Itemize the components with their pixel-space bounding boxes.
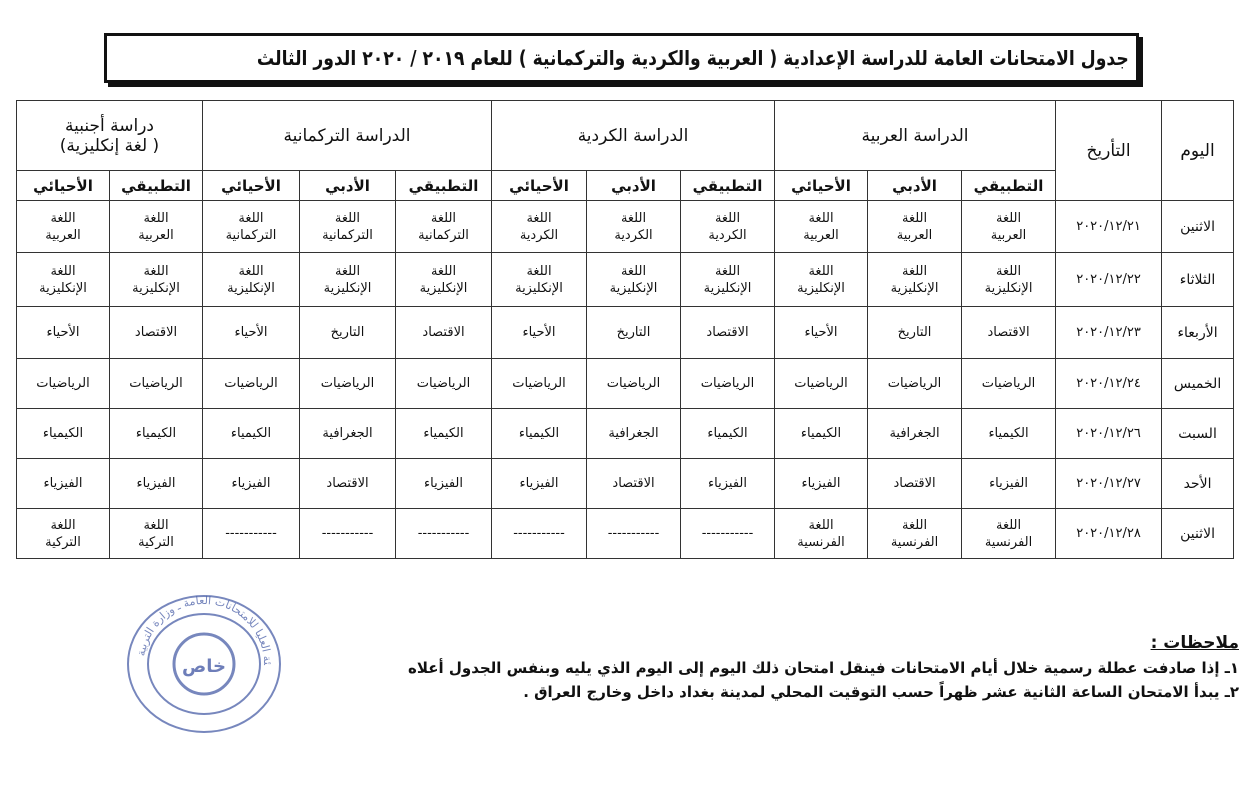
date-cell: ٢٠٢٠/١٢/٢٣ <box>1056 307 1162 359</box>
table-row <box>17 201 1234 253</box>
subject-cell: ----------- <box>492 509 587 559</box>
subject-cell: اللغة الإنكليزية <box>396 253 492 307</box>
subject-cell: اللغة التركمانية <box>203 201 300 253</box>
subheader-3-0: التطبيقي <box>110 171 203 201</box>
note-line-2: ٢ـ يبدأ الامتحان الساعة الثانية عشر ظهراً حسب التوقيت المحلي لمدينة بغداد داخل وخارج العراق . <box>523 683 1239 701</box>
subject-cell: الأحياء <box>17 307 110 359</box>
subject-cell: اللغة الإنكليزية <box>17 253 110 307</box>
date-cell: ٢٠٢٠/١٢/٢٨ <box>1056 509 1162 559</box>
subheader-3-1: الأحيائي <box>17 171 110 201</box>
subject-cell: الفيزياء <box>775 459 868 509</box>
subject-cell: اللغة التركمانية <box>396 201 492 253</box>
date-cell: ٢٠٢٠/١٢/٢٢ <box>1056 253 1162 307</box>
subject-cell: الكيمياء <box>492 409 587 459</box>
subject-cell: الاقتصاد <box>681 307 775 359</box>
subject-cell: الاقتصاد <box>962 307 1056 359</box>
header-arabic-study: الدراسة العربية <box>775 101 1056 171</box>
exam-schedule-table <box>16 100 1234 559</box>
subject-cell: اللغة التركية <box>110 509 203 559</box>
subject-cell: الفيزياء <box>203 459 300 509</box>
subject-cell: اللغة الفرنسية <box>962 509 1056 559</box>
subject-cell: الأحياء <box>203 307 300 359</box>
subheader-1-1: الأدبي <box>587 171 681 201</box>
subject-cell: اللغة الإنكليزية <box>203 253 300 307</box>
subject-cell: الجغرافية <box>587 409 681 459</box>
subject-cell: اللغة العربية <box>868 201 962 253</box>
table-row <box>17 307 1234 359</box>
subject-cell: الرياضيات <box>110 359 203 409</box>
subject-cell: الرياضيات <box>203 359 300 409</box>
subject-cell: اللغة العربية <box>775 201 868 253</box>
subject-cell: الأحياء <box>775 307 868 359</box>
subject-cell: الكيمياء <box>203 409 300 459</box>
subject-cell: اللغة الكردية <box>492 201 587 253</box>
subject-cell: الفيزياء <box>962 459 1056 509</box>
subject-cell: الاقتصاد <box>300 459 396 509</box>
subject-cell: اللغة الإنكليزية <box>775 253 868 307</box>
notes-heading: ملاحظات : <box>1150 633 1239 653</box>
subject-cell: ----------- <box>300 509 396 559</box>
subject-cell: الكيمياء <box>775 409 868 459</box>
subject-cell: اللغة الكردية <box>681 201 775 253</box>
subject-cell: الفيزياء <box>681 459 775 509</box>
page-title: جدول الامتحانات العامة للدراسة الإعدادية ( العربية والكردية والتركمانية ) للعام ٢٠١٩ / ٢٠٢٠ الدور الثالث <box>256 46 1129 70</box>
subject-cell: الفيزياء <box>396 459 492 509</box>
subject-cell: اللغة الإنكليزية <box>110 253 203 307</box>
date-cell: ٢٠٢٠/١٢/٢١ <box>1056 201 1162 253</box>
note-line-1: ١ـ إذا صادفت عطلة رسمية خلال أيام الامتحانات فينقل امتحان ذلك اليوم إلى اليوم الذي يليه وبنفس الجدول أعلاه <box>408 659 1239 677</box>
header-date: التأريخ <box>1056 101 1162 201</box>
day-cell: الخميس <box>1162 359 1234 409</box>
subheader-1-0: التطبيقي <box>681 171 775 201</box>
subject-cell: التاريخ <box>868 307 962 359</box>
subheader-2-0: التطبيقي <box>396 171 492 201</box>
subject-cell: الكيمياء <box>396 409 492 459</box>
table-row <box>17 253 1234 307</box>
header-kurdish-study: الدراسة الكردية <box>492 101 775 171</box>
subject-cell: اللغة العربية <box>17 201 110 253</box>
subject-cell: اللغة الكردية <box>587 201 681 253</box>
subheader-2-1: الأدبي <box>300 171 396 201</box>
table-row <box>17 409 1234 459</box>
subheader-0-0: التطبيقي <box>962 171 1056 201</box>
subject-cell: الرياضيات <box>492 359 587 409</box>
subject-cell: الفيزياء <box>110 459 203 509</box>
subject-cell: الرياضيات <box>962 359 1056 409</box>
subject-cell: اللغة الفرنسية <box>775 509 868 559</box>
day-cell: الأربعاء <box>1162 307 1234 359</box>
subheader-0-2: الأحيائي <box>775 171 868 201</box>
subject-cell: الفيزياء <box>17 459 110 509</box>
day-cell: الاثنين <box>1162 201 1234 253</box>
day-cell: الأحد <box>1162 459 1234 509</box>
subject-cell: اللغة العربية <box>962 201 1056 253</box>
subheader-1-2: الأحيائي <box>492 171 587 201</box>
svg-text:خاص: خاص <box>182 656 226 677</box>
table-row <box>17 359 1234 409</box>
day-cell: الاثنين <box>1162 509 1234 559</box>
subject-cell: الرياضيات <box>868 359 962 409</box>
day-cell: الثلاثاء <box>1162 253 1234 307</box>
subject-cell: الرياضيات <box>396 359 492 409</box>
subject-cell: الرياضيات <box>587 359 681 409</box>
title-box <box>104 33 1139 83</box>
subject-cell: الكيمياء <box>962 409 1056 459</box>
day-cell: السبت <box>1162 409 1234 459</box>
subject-cell: الرياضيات <box>17 359 110 409</box>
header-foreign-study: دراسة أجنبية ( لغة إنكليزية) <box>17 101 203 171</box>
header-day: اليوم <box>1162 101 1234 201</box>
table-row <box>17 459 1234 509</box>
subject-cell: اللغة الإنكليزية <box>492 253 587 307</box>
subject-cell: الجغرافية <box>868 409 962 459</box>
subject-cell: اللغة الإنكليزية <box>681 253 775 307</box>
subject-cell: الرياضيات <box>300 359 396 409</box>
subject-cell: اللغة الإنكليزية <box>587 253 681 307</box>
subject-cell: اللغة الإنكليزية <box>868 253 962 307</box>
subject-cell: التاريخ <box>587 307 681 359</box>
date-cell: ٢٠٢٠/١٢/٢٧ <box>1056 459 1162 509</box>
subject-cell: الاقتصاد <box>868 459 962 509</box>
subheader-0-1: الأدبي <box>868 171 962 201</box>
subject-cell: الكيمياء <box>681 409 775 459</box>
subject-cell: اللغة العربية <box>110 201 203 253</box>
subject-cell: الكيمياء <box>17 409 110 459</box>
notes-section <box>243 633 1253 701</box>
subject-cell: اللغة الإنكليزية <box>962 253 1056 307</box>
subject-cell: ----------- <box>203 509 300 559</box>
subject-cell: اللغة الفرنسية <box>868 509 962 559</box>
subject-cell: الرياضيات <box>681 359 775 409</box>
subject-cell: اللغة التركية <box>17 509 110 559</box>
subject-cell: ----------- <box>396 509 492 559</box>
subject-cell: ----------- <box>587 509 681 559</box>
date-cell: ٢٠٢٠/١٢/٢٤ <box>1056 359 1162 409</box>
subject-cell: الرياضيات <box>775 359 868 409</box>
subject-cell: اللغة التركمانية <box>300 201 396 253</box>
subject-cell: الجغرافية <box>300 409 396 459</box>
subject-cell: الاقتصاد <box>587 459 681 509</box>
table-row <box>17 509 1234 559</box>
subject-cell: الأحياء <box>492 307 587 359</box>
subject-cell: ----------- <box>681 509 775 559</box>
subject-cell: الاقتصاد <box>110 307 203 359</box>
date-cell: ٢٠٢٠/١٢/٢٦ <box>1056 409 1162 459</box>
header-turkmen-study: الدراسة التركمانية <box>203 101 492 171</box>
subject-cell: اللغة الإنكليزية <box>300 253 396 307</box>
subject-cell: الكيمياء <box>110 409 203 459</box>
subject-cell: الفيزياء <box>492 459 587 509</box>
svg-text:الهيئة العليا للامتحانات العام: ئة العليا للامتحانات العامة ـ وزارة التربية <box>134 593 275 666</box>
subject-cell: الاقتصاد <box>396 307 492 359</box>
subject-cell: التاريخ <box>300 307 396 359</box>
subheader-2-2: الأحيائي <box>203 171 300 201</box>
